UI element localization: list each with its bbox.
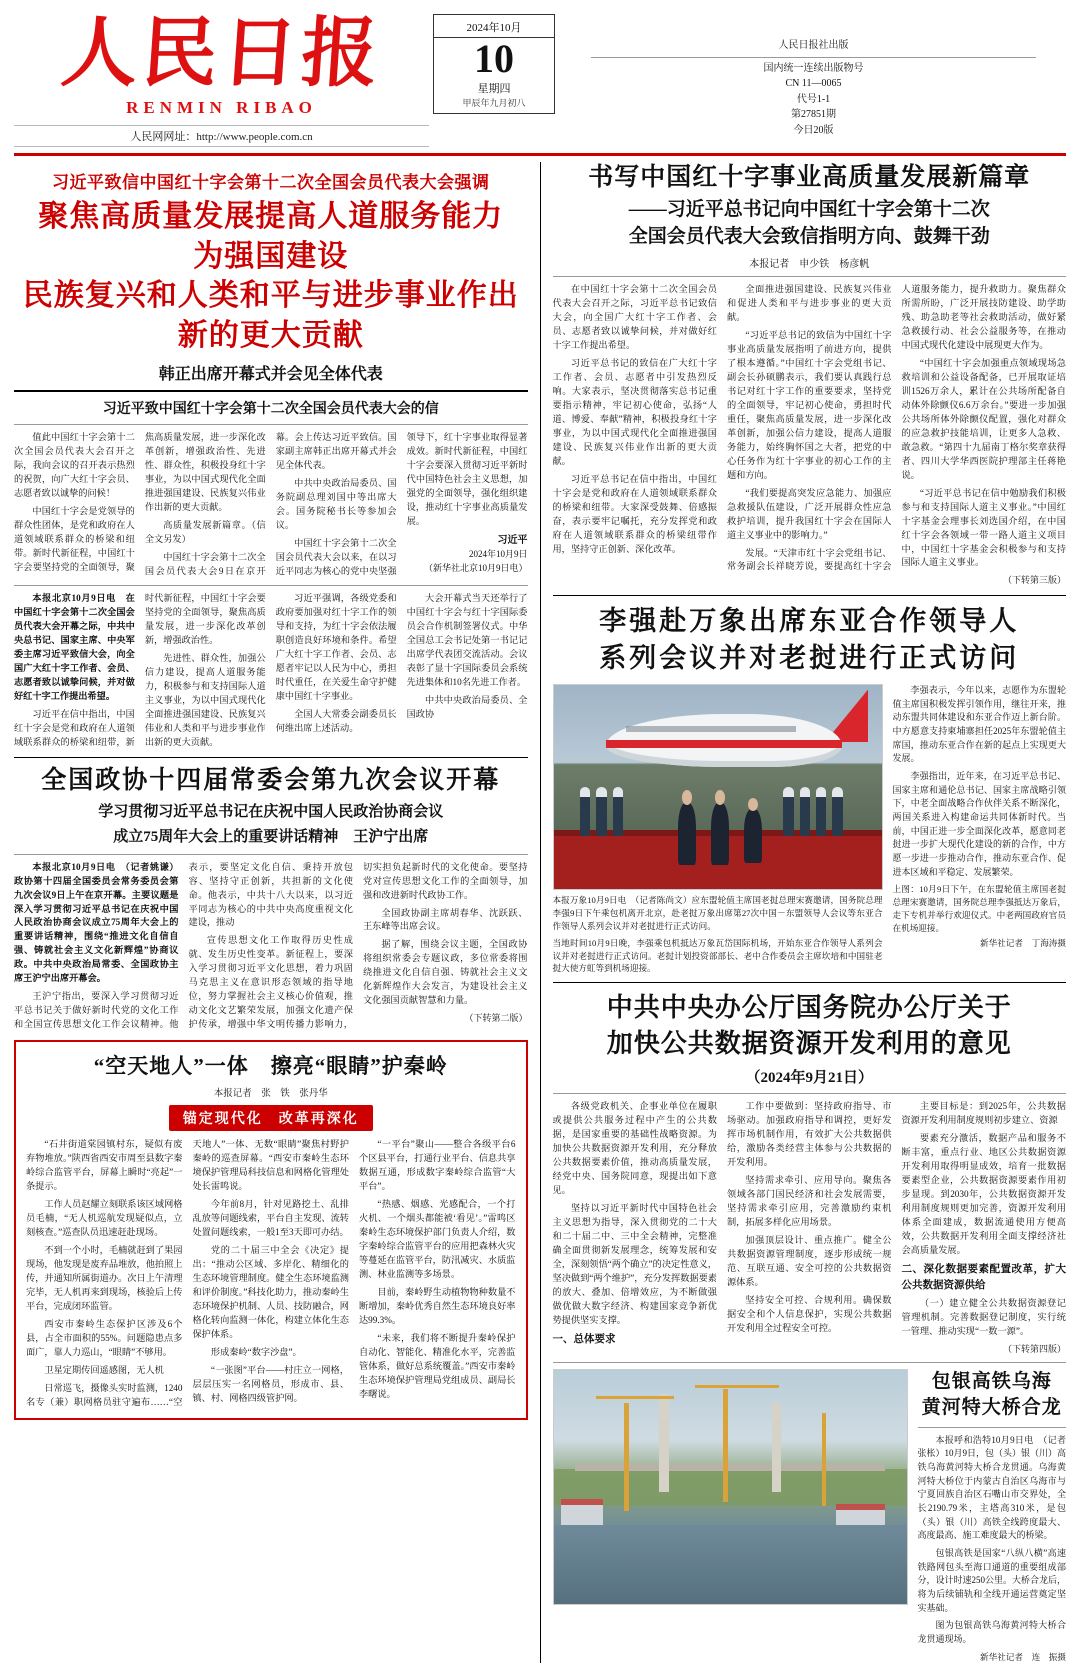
masthead-imprint [561,10,1066,138]
letter-agency: （新华社北京10月9日电） [423,563,528,574]
river-water [554,1525,907,1605]
publisher: 人民日报社出版 [778,40,849,51]
construction-crane [822,1413,826,1507]
letter-para: 中国红十字会第十二次全国会员代表大会以来，在以习近平同志为核心的党中央坚强领导下，红十字事业取得显著成效。新时代新征程，中国红十字会要深入贯彻习近平新时代中国特色社会主义思想，加强党的全面领导，强化组织建设，推动红十字事业高质量发展。 [275,432,528,577]
feature-para: “一平台”聚山——整合各级平台6个区县平台，打通行业平台、信息共享数据互通，形成数字秦岭综合监管“大平台”。 [359,1139,516,1192]
divider [14,854,528,855]
letter-para: 中国红十字会第十二次全国会员代表大会9日在京开幕。会上传达习近平致信。国家副主席韩正出席开幕式并会见全体代表。 [144,432,397,577]
opinion-headline-1: 中共中央办公厅国务院办公厅关于 [606,993,1012,1023]
opinion-para: 坚持以习近平新时代中国特色社会主义思想为指导，深入贯彻党的二十大和二十届二中、三中全会精神，完整准确全面贯彻新发展理念，统筹发展和安全，深刻领悟“两个确立”的决定性意义，坚决做到“两个维护”，充分发挥数据要素的放大、叠加、倍增效应，为不断做强做优做大数字经济、构建国家竞争新优势提供坚实支撑。 [552,1203,717,1325]
liqiang-photo-caption-2: 当地时间10月9日晚，李强乘包机抵达万象瓦岱国际机场，开始东亚合作领导人系列会议并对老挝进行正式访问。老挝计划投资部部长、老中合作委员会主席坎培和中国驻老挝大使方虹等到机场迎接。 [552,937,883,974]
opinion-para: 各级党政机关、企事业单位在履职或提供公共服务过程中产生的公共数据，是国家重要的基础性战略资源。为加快公共数据资源开发利用，充分释放公共数据要素价值，推动高质量发展，经党中央、国务院同意，现提出如下意见。 [552,1101,717,1196]
bridge-photo [553,1369,908,1605]
liqiang-para: 李强表示，今年以来，志愿作为东盟轮值主席国积极发挥引领作用，继往开来，推动东盟共同体建设和东亚合作迈上新台阶。中方愿意支持柬埔寨担任2025年东盟轮值主席国，推动东亚合作在新的起点上实现更大发展。 [892,685,1066,764]
bridge-deck [575,1464,886,1471]
feature-byline: 本报记者 张 铁 张丹华 [213,1089,328,1100]
issue-month: 2024年10月 [434,17,554,38]
lead-headline-line-2: 民族复兴和人类和平与进步事业作出新的更大贡献 [22,279,519,352]
divider [553,595,1067,596]
feature-headline: “空天地人”一体 擦亮“眼睛”护秦岭 [93,1054,448,1079]
cn-number: CN 11—0065 [785,78,842,89]
letter-date: 2024年10月9日 [468,549,528,560]
honor-guard [800,797,810,836]
lead-body-para: 习近平在信中指出，中国红十字会是党和政府在人道领域联系群众的桥梁和纽带，新时代新征程，中国红十字会要坚持党的全面领导，聚焦高质量发展，进一步深化改革创新，增强政治性。 [14,593,266,748]
lead-body-para: 全国人大常委会副委员长何维出席上述活动。 [275,709,397,734]
right-column [553,162,1067,1663]
feature-para: 卫星定期传回遥感图，无人机 [44,1365,164,1376]
issue-lunar-date: 甲辰年九月初八 [462,98,526,108]
feature-para: 目前，秦岭野生动植物物种数量不断增加，秦岭优秀自然生态环境良好率达99.3%。 [359,1287,516,1326]
divider [553,1093,1067,1094]
opinion-para: 坚持需求牵引、应用导向。聚焦各领域各部门国民经济和社会发展需要，坚持需求牵引应用，完善激励约束机制，拓展多样化应用场景。 [727,1175,892,1227]
redcross-para: 习近平总书记在信中指出，中国红十字会是党和政府在人道领域联系群众的桥梁和纽带。大家深受鼓舞、倍感振奋，表示要牢记嘱托，充分发挥党和政府在人道领域联系群众的桥梁纽带作用，坚持守正创新、深化改革。 [552,473,717,554]
cppcc-continue: （下转第二版） [464,1013,528,1024]
site-building-roof [836,1504,885,1510]
liqiang-headline-1: 李强赴万象出席东亚合作领导人 [599,606,1020,637]
cppcc-para: 全国政协副主席胡春华、沈跃跃、王东峰等出席会议。 [363,907,528,932]
opinion-para: 工作中要做到：坚持政府指导、市场驱动。加强政府指导和调控，更好发挥市场机制作用，有效扩大公共数据供给，激励各类经营主体参与公共数据的开发利用。 [727,1101,892,1168]
bridge-headline-1: 包银高铁乌海 [931,1371,1052,1393]
letter-para: 高质量发展新篇章。（信全文另发） [144,520,266,545]
feature-para: 党的二十届三中全会《决定》提出：“推动公区域、多岸化、精细化的生态环境管理制度。健全生态环境监测和评价制度。”科技化助力，推动秦岭生态环境保护机制、人员、技防融合，网格化转向监测一体化，构建立体化生态保护体系。 [192,1245,349,1340]
lead-body-para: 先进性、群众性，加强公信力建设，提高人道服务能力，积极参与和支持国际人道主义事业，为以中国式现代化全面推进强国建设、民族复兴伟业和人类和平与进步事业作出新的更大贡献。 [144,653,266,748]
divider [14,585,528,586]
bridge-para: 包银高铁是国家“八纵八横”高速铁路网包头至海口通道的重要组成部分，设计时速250公里。大桥合龙后，将为后续铺轨和全线开通运营奠定坚实基础。 [917,1548,1067,1613]
cppcc-body [14,861,528,1033]
opinion-subheading-1: 一、总体要求 [552,1333,616,1345]
lead-subhead: 韩正出席开幕式并会见全体代表 [158,366,383,384]
honor-guard [832,797,842,836]
redcross-subhead-1: ——习近平总书记向中国红十字会第十二次 [628,198,990,220]
cppcc-subhead-1: 学习贯彻习近平总书记在庆祝中国人民政治协商会议 [98,803,444,820]
riverbank [554,1469,907,1506]
feature-para: 工作人员赵耀立刻联系该区域网格员毛楠，“无人机巡航发现疑似点，立刻核查。”巡查队员迅速赶赴现场。 [26,1199,183,1238]
issue-date-box [433,14,555,114]
liqiang-arrival-photo [553,684,883,890]
letter-para: 值此中国红十字会第十二次全国会员代表大会召开之际，我向会议的召开表示热烈的祝贺，向广大红十字会员、志愿者致以诚挚的问候！ [14,432,135,499]
letter-para: 中国红十字会是党领导的群众性团体，是党和政府在人道领域联系群众的桥梁和纽带。新时代新征程，中国红十字会要坚持党的全面领导，聚焦高质量发展，进一步深化改革创新，增强政治性、先进性、群众性，积极投身红十字事业，为以中国式现代化全面推进强国建设、民族复兴伟业作出新的更大贡献。 [14,432,266,573]
redcross-para: “我们要提高突发应急能力、加强应急救援队伍建设，广泛开展群众性应急救护培训，提升我国红十字会在国际人道主义事业中的影响力。” [727,487,892,540]
bridge-para: 图为包银高铁乌海黄河特大桥合龙贯通现场。 [917,1620,1066,1645]
redcross-para: “习近平总书记在信中勉励我们积极参与和支持国际人道主义事业。”中国红十字基金会理事长刘选国介绍，在中国红十字会各领域一带一路人道主义项目中，中国红十字基金会积极参与和支持国际人道主义事业。 [901,487,1066,568]
liqiang-photo-caption-3: 上图：10月9日下午，在东盟轮值主席国老挝总理宋赛邀请，国务院总理李强抵达万象后，走下专机并举行欢迎仪式。中老两国政府官员在机场迎接。 [892,884,1066,934]
lead-headline-line-1: 聚焦高质量发展提高人道服务能力 为强国建设 [38,200,535,273]
honor-guard [596,797,606,836]
letter-body [14,431,528,579]
aircraft-stripe [606,740,842,748]
letter-signature: 习近平 [497,535,528,547]
site-building-roof [561,1499,603,1505]
redcross-para: 习近平总书记的致信在广大红十字工作者、会员、志愿者中引发热烈反响。大家表示，坚决贯彻落实总书记重要指示精神，牢记初心使命，弘扬“人道、博爱、奉献”精神，积极投身红十字事业，为以中国式现代化全面推进强国建设、民族复兴伟业作出新的更大贡献。 [552,357,717,466]
feature-para: 不到一个小时，毛楠就赶到了果园现场，他发现是废弃品堆放，他拍照上传，并通知所属街道办。次日上午清理完毕，无人机再来到现场，核验后上传平台，完成闭环监管。 [26,1245,183,1312]
site-building [561,1502,603,1525]
redcross-para: 在中国红十字会第十二次全国会员代表大会召开之际，习近平总书记致信大会，向全国广大红十字工作者、会员、志愿者致以诚挚问候，并对做好红十字工作提出希望。 [552,283,717,350]
feature-para: “一张图”平台——村庄立一网格，层层压实一名网格员，形成市、县、镇、村、网格四级管护网。 [192,1365,349,1404]
bridge-pylon [772,1403,780,1492]
feature-para: 形成秦岭“数字沙盘”。 [210,1347,302,1358]
lead-body-para: 习近平强调，各级党委和政府要加强对红十字工作的领导和支持，为红十字会依法履职创造良好环境和条件。希望广大红十字工作者、会员、志愿者牢记以人民为中心，勇担时代重任，在关爱生命守护健康中国红十字事业。 [275,593,397,702]
letter-title: 习近平致中国红十字会第十二次全国会员代表大会的信 [102,402,439,418]
feature-para: “石井街道棠园镇村东，疑似有废弃物堆放。”陕西省西安市周至县数字秦岭综合监管平台，屏幕上瞬时“亮起”一条提示。 [26,1139,183,1192]
crane-jib [596,1396,674,1399]
feature-para: “热感、烟感、光感配合，一个打火机、一个烟头都能被‘看见’。”雷鸣区秦岭生态环境保护部门负责人介绍，数字秦岭综合监管平台的应用把森林火灾等蔓延在监管平台，防汛减灾、水质监测、林业监测等多场景。 [359,1199,516,1280]
opinion-subheading-2: 二、深化数据要素配置改革，扩大公共数据资源供给 [901,1263,1066,1291]
redcross-para: “中国红十字会加强重点领域现场急救培训和公益设备配备，已开展取证培训1526万余人，累计在公共场所配备自动体外除颤仪6.6万余台。”要进一步加强公共场所体外除颤仪配置，强化对群众的应急救护技能培训，让更多人急救、敢急救。“第四十九届南丁格尔奖章获得者、四川大学华西医院护理部主任蒋艳说。 [901,357,1066,480]
opinion-date: （2024年9月21日） [745,1070,873,1087]
redcross-body [553,283,1067,588]
divider [553,1362,1067,1363]
cppcc-subhead-2: 成立75周年大会上的重要讲话精神 王沪宁出席 [113,828,429,845]
divider [553,276,1067,277]
opinion-para: 加强顶层设计、重点推广。健全公共数据资源管理制度，逐步形成统一规范、互联互通、安全可控的公共数据资源体系。 [727,1234,892,1287]
cppcc-para: 王沪宁指出，要深入学习贯彻习近平总书记关于做好新时代党的文化工作和全国宣传思想文化工作会议精神。他表示，要坚定文化自信、秉持开放包容、坚持守正创新，共担新的文化使命。他表示，中共十八大以来，以习近平同志为核心的中共中央高度重视文化建设，推动 [14,861,353,1030]
masthead-brand [14,10,429,147]
delegate-figure [678,803,696,864]
opinion-body [553,1100,1067,1356]
masthead [14,10,1066,156]
crane-jib [695,1385,780,1388]
redcross-para: 全面推进强国建设、民族复兴伟业和促进人类和平与进步事业的更大贡献。 [727,283,892,322]
delegate-figure [711,803,729,864]
bridge-headline-2: 黄河特大桥合龙 [921,1397,1062,1419]
honor-guard [816,797,826,836]
serial-label: 国内统一连续出版物号 [763,62,864,74]
issue-number: 第27851期 [791,109,836,120]
issue-weekday: 星期四 [477,83,511,95]
divider [918,1427,1067,1428]
page-count: 今日20版 [793,124,834,136]
opinion-continue: （下转第四版） [1002,1343,1066,1354]
opinion-headline-2: 加快公共数据资源开发利用的意见 [606,1029,1012,1059]
feature-body [26,1138,516,1410]
opinion-para: （一）建立健全公共数据资源登记管理机制。完善数据登记制度，实行统一管理、推动实现“一数一源”。 [901,1297,1066,1336]
cppcc-headline: 全国政协十四届常委会第九次会议开幕 [41,767,501,795]
honor-guard [580,797,590,836]
liqiang-photo-caption: 本报万象10月9日电 （记者陈尚文）应东盟轮值主席国老挝总理宋赛邀请，国务院总理李强9日下午乘包机离开北京，赴老挝万象出席第27次中国－东盟领导人会议等东亚合作领导人系列会议并对老挝进行正式访问。 [552,895,883,931]
delegate-figure [744,809,762,862]
lead-body [14,592,528,750]
bridge-body [918,1434,1067,1647]
newspaper-title: 人民日报 [58,12,385,96]
bridge-photo-credit: 新华社记者 连 振摄 [980,1651,1066,1662]
divider [14,757,528,758]
lead-body-para: 中共中央政治局委员、全国政协 [406,695,528,720]
feature-para: 西安市秦岭生态保护区涉及6个县，占全市面积的55%。问题隐患点多面广，靠人力巡山，“眼睛”不够用。 [26,1319,183,1358]
column-divider [540,162,541,1663]
opinion-para: 要素充分激活，数据产品和服务不断丰富，重点行业、地区公共数据资源开发利用取得明显成效，培育一批数据要素型企业，公共数据资源要素作用初步显现。到2030年，公共数据资源开发利用制度规则更加完善，资源开发利用体系全面建成，数据流通使用方便高效，公共数据开发利用全面支撑经济社会高质量发展。 [901,1133,1066,1255]
opinion-para: 主要目标是：到2025年，公共数据资源开发利用制度规则初步建立、资源 [901,1101,1066,1126]
divider [14,424,528,425]
left-column [14,162,535,1663]
feature-series-badge: 锚定现代化 改革再深化 [169,1105,373,1131]
cppcc-para: 据了解，围绕会议主题，全国政协将组织常委会专题议政，多位常委将围绕推进文化自信自强、铸就社会主义文化新辉煌作大会发言，为建设社会主义文化强国贡献智慧和力量。 [363,939,528,1006]
post-code: 代号1-1 [796,93,831,105]
redcross-byline: 本报记者 申少铁 杨彦帆 [749,258,870,270]
liqiang-photo-credit: 新华社记者 丁海涛摄 [980,937,1066,948]
liqiang-body [893,684,1067,879]
opinion-para: 坚持安全可控、合规利用。确保数据安全和个人信息保护，实现公共数据开发利用全过程安全可控。 [727,1294,892,1333]
divider [553,982,1067,983]
redcross-para: 发展。“天津市红十字会党组书记、常务副会长祥晓芳说，要提高红十字会人道服务能力，提升救助力。聚焦群众所需所盼，广泛开展技防建设、助学助残、助急助老等社会救助活动，做好紧急救援行动、社会公益服务等，在推动中国式现代化建设中展现更大作为。 [727,283,1066,572]
honor-guard [613,797,623,836]
redcross-subhead-2: 全国会员代表大会致信指明方向、鼓舞干劲 [628,226,990,248]
feature-para: 日常巡飞，摄像头实时监测，1240名专（兼）职网格员驻守遍布……“空天地人”一体、无数“眼睛”聚焦村野护秦岭的巡查屏幕。“西安市秦岭生态环境保护管理局科技信息和网格化管理处处长雷鸣说。 [26,1139,349,1408]
construction-crane [624,1403,629,1511]
lead-body-para: 大会开幕式当天还举行了中国红十字会与红十字国际委员会合作机制签署仪式。中华全国总工会书记处第一书记记出席学代表团交流活动。会议表彰了显十字国际委员会系统先进集体和10名先进工作者。 [406,593,528,688]
feature-box [14,1040,528,1420]
liqiang-headline-2: 系列会议并对老挝进行正式访问 [599,642,1020,673]
divider [591,57,1036,58]
letter-para: 中共中央政治局委员、国务院副总理刘国中等出席大会。国务院秘书长等参加会议。 [275,478,397,531]
bridge-pylon [659,1394,668,1492]
cppcc-para: 本报北京10月9日电 （记者姚谦）政协第十四届全国委员会常务委员会第九次会议9日上午在京开幕。主要议题是深入学习贯彻习近平总书记在庆祝中国人民政治协商会议成立75周年大会上的重要讲话精神，围绕“推进文化自信自强、铸就社会主义文化新辉煌”协商议政。中共中央政治局常委、全国政协主席王沪宁出席开幕会。 [14,861,179,984]
issue-day: 10 [474,36,514,81]
newspaper-website: 人民网网址：http://www.people.com.cn [14,125,429,147]
bridge-para: 本报呼和浩特10月9日电 （记者张枨）10月9日，包（头）银（川）高铁乌海黄河特大桥合龙贯通。乌海黄河特大桥位于内蒙古自治区乌海市与宁夏回族自治区石嘴山市交界处，全长2190.79米，主塔高310米，是包（头）银（川）高铁全线跨度最大、高度最高、施工难度最大的桥梁。 [917,1434,1067,1541]
lead-story-headline [14,168,535,392]
feature-para: 今年前8月，针对见路挖土、乱排乱放等问题线索，平台自主发现、流转处置问题线索，一般1至3天即可办结。 [192,1199,349,1238]
aircraft-windows [626,726,797,732]
redcross-continue: （下转第三版） [1002,575,1066,586]
redcross-para: “习近平总书记的致信为中国红十字事业高质量发展指明了前进方向，提供了根本遵循。”中国红十字会党组书记、副会长孙硕鹏表示，我们要认真践行总书记对红十字工作的重要要求，坚持党的全面领导，牢记初心使命，勇担时代重任，聚焦高质量发展，进一步深化改革创新，加强公信力建设，提高人道服务能力，始终胸怀国之大者，把党的中心任务作为红十字事业的初心工作的主题和方向。 [727,329,892,480]
construction-crane [723,1389,728,1501]
feature-para: “未来，我们将不断提升秦岭保护自动化、智能化、精准化水平，完善监管体系，做好总系统覆盖。”西安市秦岭生态环境保护管理局党组成员、副局长李曙说。 [359,1333,516,1400]
honor-guard [783,797,793,836]
liqiang-para: 李强指出，近年来，在习近平总书记、国家主席和通伦总书记、国家主席战略引领下，中老全面战略合作伙伴关系不断深化，两国关系进入构建命运共同体新时代。当前，中国正进一步全面深化改革，愿意同老挝进一步扩大现代化建设的新的合作，中方愿一步进一步推动合作，推动东亚合作、促进本区域和平稳定、发展繁荣。 [892,771,1066,877]
redcross-headline: 书写中国红十字事业高质量发展新篇章 [588,164,1031,191]
cppcc-para: 宣传思想文化工作取得历史性成就、发生历史性变革。新征程上，要深入学习贯彻习近平文化思想，着力巩固马克思主义在意识形态领域的指导地位，努力掌握社会主义核心价值观，推动文化文艺繁荣发展，加强文化遗产保护传承，增强中华文明传播力影响力，切实担负起新时代的文化使命。要坚持党对宣传思想文化工作的全面领导，加强和改进新时代政协工作。 [188,861,528,1030]
newspaper-pinyin: RENMIN RIBAO [126,98,317,117]
lead-body-para: 本报北京10月9日电 在中国红十字会第十二次全国会员代表大会开幕之际，中共中央总书记、国家主席、中央军委主席习近平致信大会，向全国广大红十字工作者、会员、志愿者致以诚挚问候，并对做好红十字工作提出希望。 [14,593,135,702]
lead-kicker: 习近平致信中国红十字会第十二次全国会员代表大会强调 [52,173,490,192]
